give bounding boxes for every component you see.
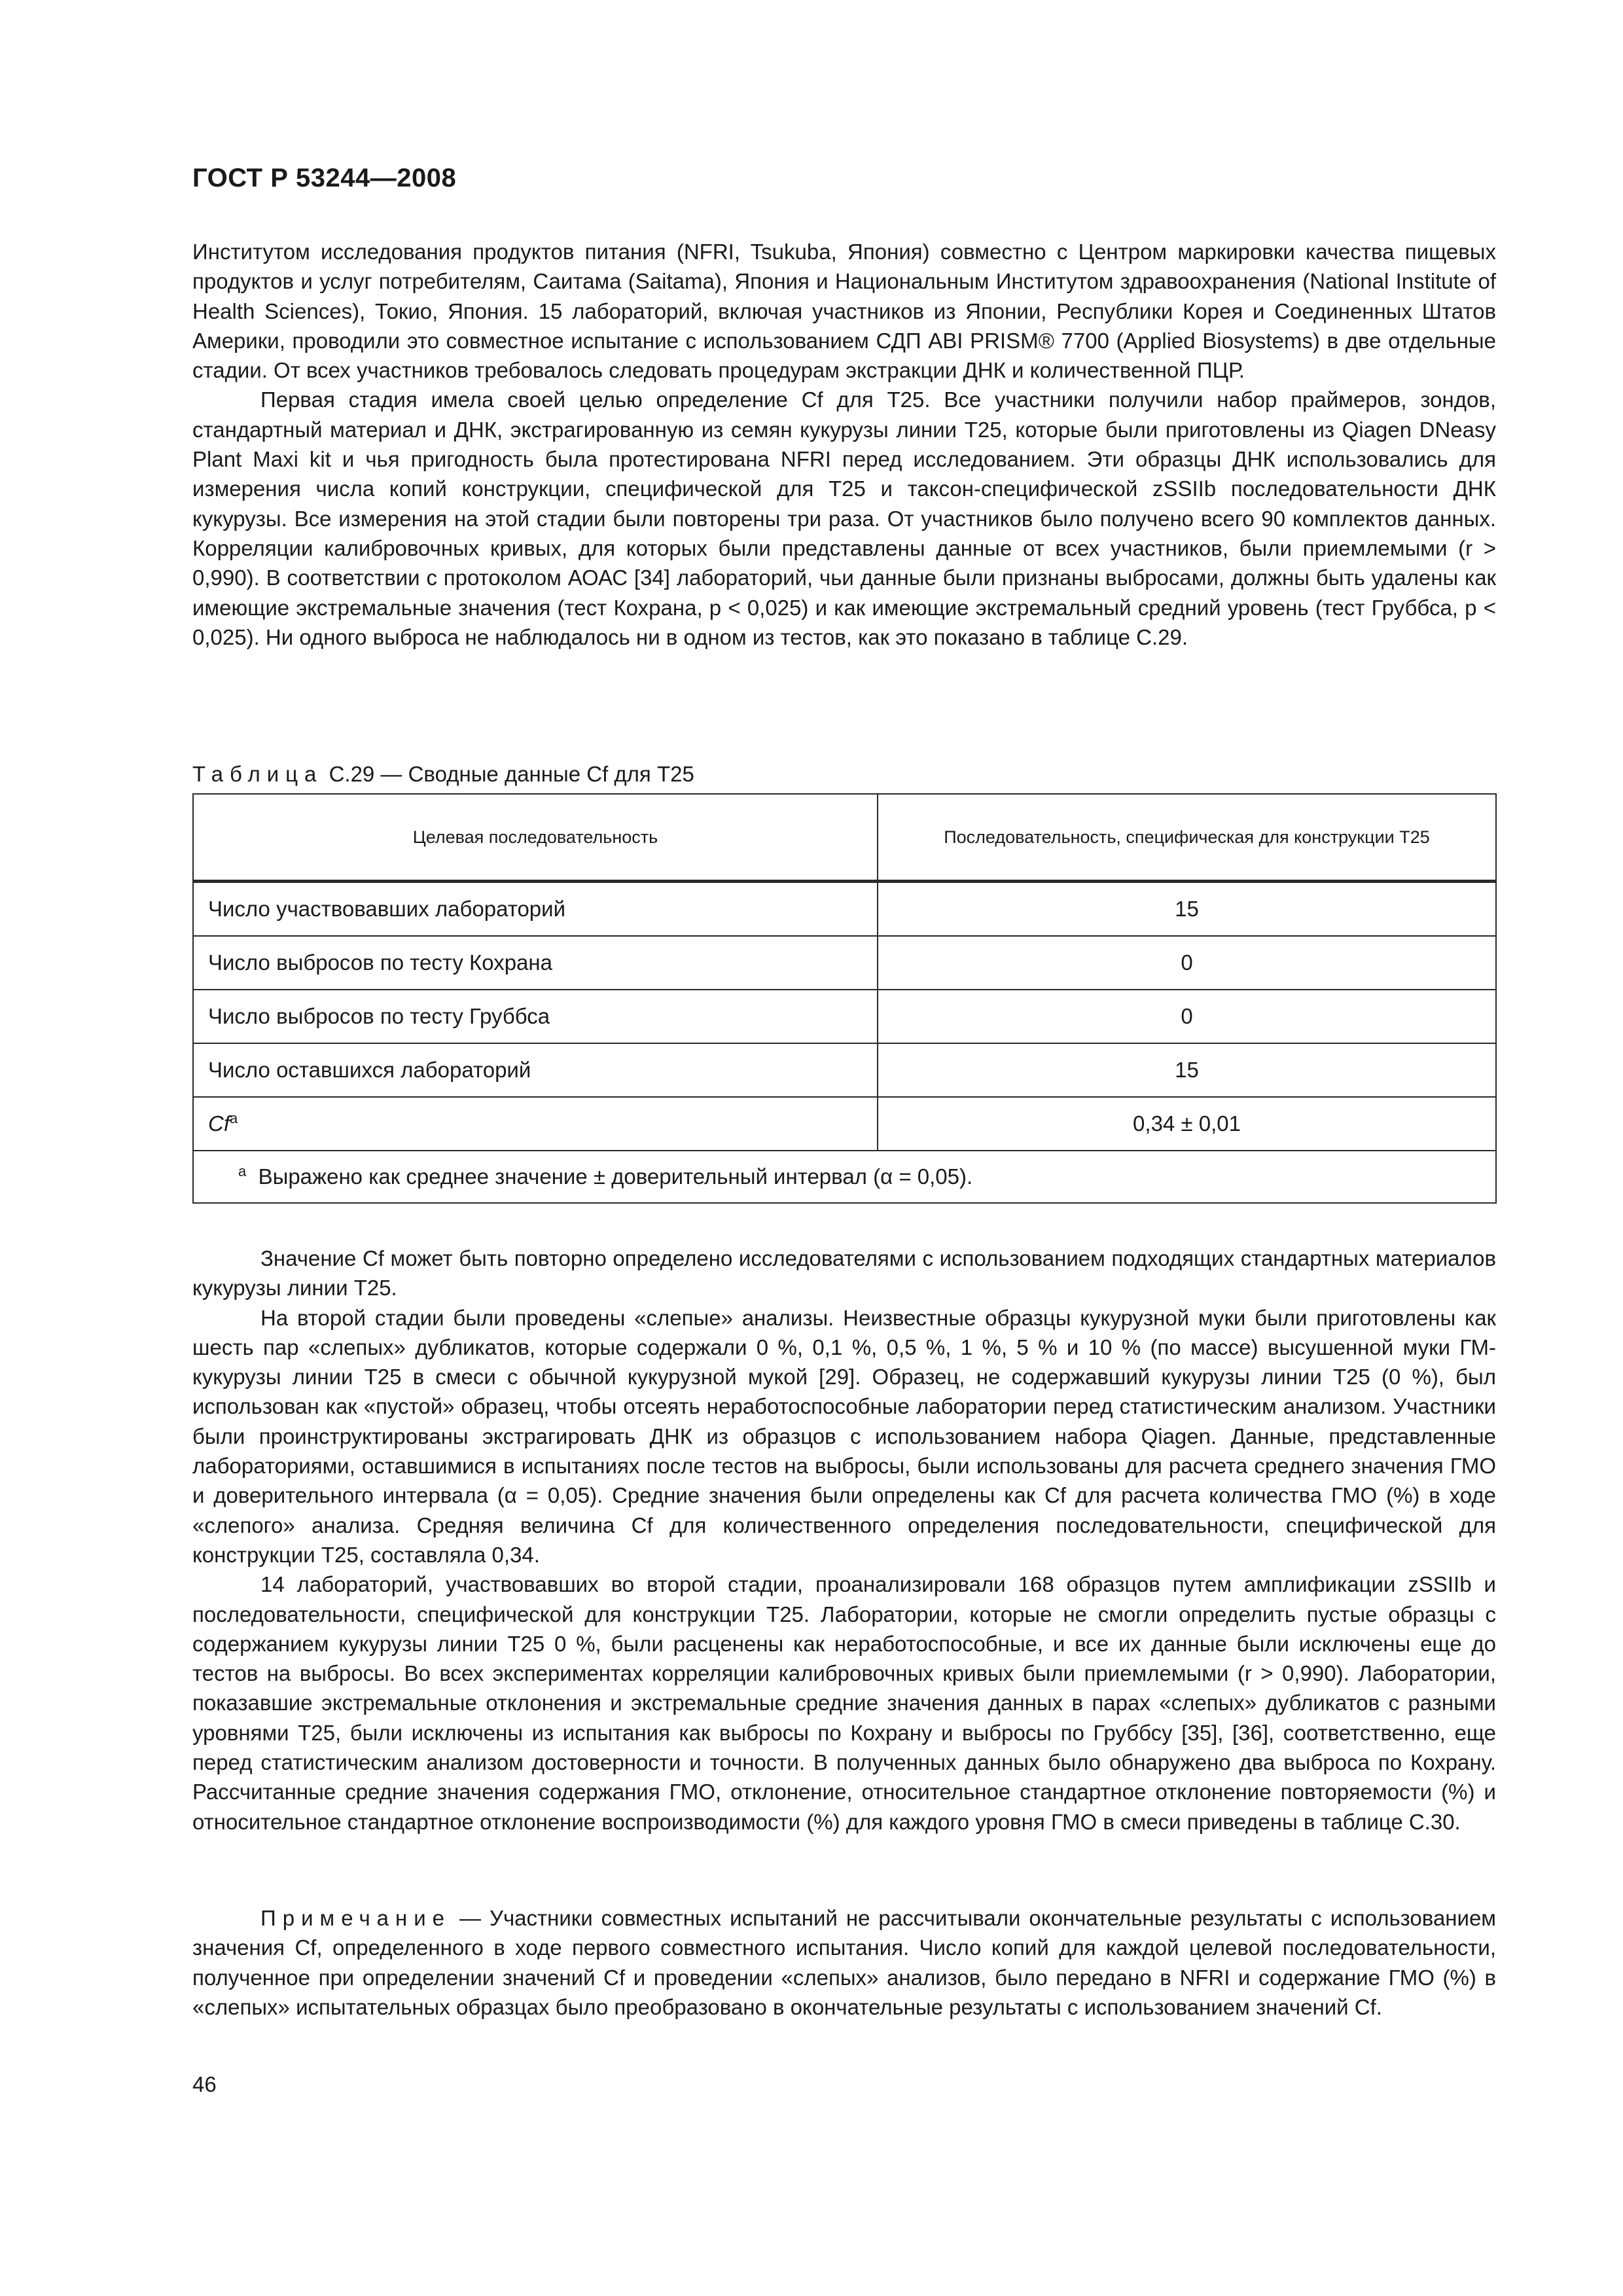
note-label: Примечание (260, 1906, 452, 1930)
table-caption (192, 759, 694, 789)
table-row (193, 936, 1496, 990)
table-footnote-row (193, 1151, 1496, 1203)
body-text-top (192, 237, 1496, 652)
table-caption-text: С.29 — Сводные данные Cf для Т25 (329, 762, 694, 786)
body-text-bottom (192, 1244, 1496, 1837)
table-header-cell: Последовательность, специфическая для конструкции Т25 (878, 794, 1496, 882)
footnote-text: Выражено как среднее значение ± доверительный интервал (α = 0,05). (258, 1164, 973, 1189)
cf-label: Cf (208, 1111, 230, 1136)
table-cell: Число выбросов по тесту Груббса (193, 990, 878, 1043)
note (192, 1903, 1496, 2022)
table-cell: 0,34 ± 0,01 (878, 1097, 1496, 1151)
footnote-marker: a (230, 1110, 238, 1126)
table-cell: Число участвовавших лабораторий (193, 882, 878, 937)
paragraph: На второй стадии были проведены «слепые» анализы. Неизвестные образцы кукурузной муки были приготовлены как шесть пар «слепых» дубликатов, которые содержали 0 %, 0,1 %, 0,5 %, 1 %, 5 % и 10 % (по массе) высушенной муки ГМ-кукурузы линии Т25 в смеси с обычной кукурузной мукой [29]. Образец, не содержавший кукурузы линии Т25 (0 %), был использован как «пустой» образец, чтобы отсеять неработоспособные лаборатории перед статистическим анализом. Участники были проинструктированы экстрагировать ДНК из образцов с использованием набора Qiagen. Данные, представленные лабораториями, оставшимися в испытаниях после тестов на выбросы, были использованы для расчета среднего значения ГМО и доверительного интервала (α = 0,05). Средние значения были определены как Cf для расчета количества ГМО (%) в ходе «слепого» анализа. Средняя величина Cf для количественного определения последовательности, специфической для конструкции Т25, составляла 0,34. (192, 1305, 1496, 1567)
footnote-marker: a (238, 1163, 247, 1179)
paragraph: Первая стадия имела своей целью определение Cf для Т25. Все участники получили набор праймеров, зондов, стандартный материал и ДНК, экстрагированную из семян кукурузы линии Т25, которые были приготовлены из Qiagen DNeasy Plant Maxi kit и чья пригодность была протестирована NFRI перед исследованием. Эти образцы ДНК использовались для измерения числа копий конструкции, специфической для Т25 и таксон-специфической zSSIIb последовательности ДНК кукурузы. Все измерения на этой стадии были повторены три раза. От участников было получено всего 90 комплектов данных. Корреляции калибровочных кривых, для которых были представлены данные от всех участников, были приемлемыми (r > 0,990). В соответствии с протоколом АОАС [34] лабораторий, чьи данные были признаны выбросами, должны быть удалены как имеющие экстремальные значения (тест Кохрана, p < 0,025) и как имеющие экстремальный средний уровень (тест Груббса, p < 0,025). Ни одного выброса не наблюдалось ни в одном из тестов, как это показано в таблице С.29. (192, 387, 1496, 649)
table-row (193, 1097, 1496, 1151)
table-cell: 15 (878, 1043, 1496, 1097)
table-header-row (193, 794, 1496, 882)
table-footnote (193, 1151, 1496, 1203)
document-code: ГОСТ Р 53244—2008 (192, 164, 457, 192)
table-row (193, 1043, 1496, 1097)
table-cell: 15 (878, 882, 1496, 937)
table-header-cell: Целевая последовательность (193, 794, 878, 882)
cf-summary-table (192, 793, 1497, 1204)
note-block (192, 1903, 1496, 2022)
table-cell: Число выбросов по тесту Кохрана (193, 936, 878, 990)
paragraph: Институтом исследования продуктов питания (NFRI, Tsukuba, Япония) совместно с Центром маркировки качества пищевых продуктов и услуг потребителям, Саитама (Saitama), Япония и Национальным Институтом здравоохранения (National Institute of Health Sciences), Токио, Япония. 15 лабораторий, включая участников из Японии, Республики Корея и Соединенных Штатов Америки, проводили это совместное испытание с использованием СДП ABI PRISM® 7700 (Applied Biosystems) в две отдельные стадии. От всех участников требовалось следовать процедурам экстракции ДНК и количественной ПЦР. (192, 240, 1496, 383)
table-cell: Число оставшихся лабораторий (193, 1043, 878, 1097)
table-cell-cf (193, 1097, 878, 1151)
paragraph: Значение Cf может быть повторно определено исследователями с использованием подходящих стандартных материалов кукурузы линии Т25. (192, 1246, 1496, 1300)
table-cell: 0 (878, 936, 1496, 990)
table-row (193, 990, 1496, 1043)
paragraph: 14 лабораторий, участвовавших во второй стадии, проанализировали 168 образцов путем амплификации zSSIIb и последовательности, специфической для конструкции Т25. Лаборатории, которые не смогли определить пустые образцы с содержанием кукурузы линии Т25 0 %, были расценены как неработоспособные, и все их данные были исключены еще до тестов на выбросы. Во всех экспериментах корреляции калибровочных кривых были приемлемыми (r > 0,990). Лаборатории, показавшие экстремальные отклонения и экстремальные средние значения данных в парах «слепых» дубликатов с разными уровнями Т25, были исключены из испытания как выбросы по Кохрану и выбросы по Груббсу [35], [36], соответственно, еще перед статистическим анализом достоверности и точности. В полученных данных было обнаружено два выброса по Кохрану. Рассчитанные средние значения содержания ГМО, отклонение, относительное стандартное отклонение повторяемости (%) и относительное стандартное отклонение воспроизводимости (%) для каждого уровня ГМО в смеси приведены в таблице С.30. (192, 1572, 1496, 1834)
table-caption-label: Таблица (192, 762, 323, 786)
table-cell: 0 (878, 990, 1496, 1043)
note-text: — Участники совместных испытаний не рассчитывали окончательные результаты с использованием значения Cf, определенного в ходе первого совместного испытания. Число копий для каждой целевой последовательности, полученное при определении значений Cf и проведении «слепых» анализов, было передано в NFRI и содержание ГМО (%) в «слепых» испытательных образцах было преобразовано в окончательные результаты с использованием значений Cf. (192, 1906, 1496, 2019)
table-row (193, 882, 1496, 937)
page-number: 46 (192, 2072, 217, 2096)
